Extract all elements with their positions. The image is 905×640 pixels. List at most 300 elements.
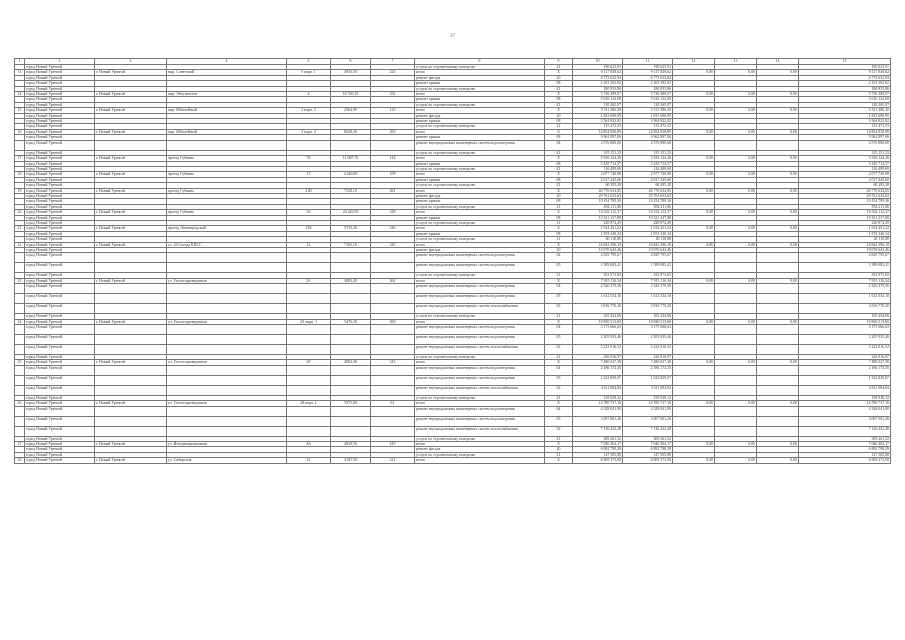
- table-cell: 6 909 373,90: [623, 458, 673, 463]
- table-cell: 0,00: [757, 360, 799, 365]
- table-cell: 352 873,65: [573, 273, 623, 278]
- table-cell: 5 556 124,26: [623, 156, 673, 161]
- table-cell: ремонт фасада: [415, 113, 545, 118]
- table-cell: 08: [545, 119, 573, 124]
- table-cell: ремонт внутридомовых инженерных систем водоотведения: [415, 416, 545, 426]
- table-cell: [371, 140, 415, 150]
- table-cell: 6 773 632,94: [799, 75, 891, 80]
- table-cell: 14 780 737,16: [623, 401, 673, 406]
- table-cell: [673, 335, 715, 345]
- table-cell: [331, 263, 371, 273]
- table-cell: город Новый Уренгой: [25, 284, 95, 294]
- table-cell: город Новый Уренгой: [25, 385, 95, 395]
- table-cell: 147 505,88: [799, 452, 891, 457]
- table-cell: услуги по строительному контролю: [415, 237, 545, 242]
- table-cell: проезд Губкина: [167, 172, 287, 177]
- table-cell: 14: [15, 92, 25, 97]
- table-body: [15, 59, 891, 464]
- table-cell: 3 611 084,84: [799, 385, 891, 395]
- table-cell: Х: [545, 129, 573, 134]
- table-cell: услуги по строительному контролю: [415, 124, 545, 129]
- table-cell: [331, 426, 371, 436]
- table-cell: 9 117 849,62: [623, 70, 673, 75]
- table-cell: услуги по строительному контролю: [415, 183, 545, 188]
- table-cell: 158 928,12: [573, 395, 623, 400]
- table-cell: 1 831 690,95: [573, 113, 623, 118]
- table-cell: [371, 263, 415, 273]
- table-cell: 28: [15, 458, 25, 463]
- column-number-cell: 1: [15, 59, 25, 65]
- table-cell: 5 корп. 1: [287, 70, 331, 75]
- column-number-cell: 5: [287, 59, 331, 65]
- table-cell: 116 409,69: [573, 166, 623, 171]
- table-cell: 0,00: [673, 401, 715, 406]
- table-cell: 21: [545, 86, 573, 91]
- table-cell: 05: [545, 294, 573, 304]
- table-cell: [167, 426, 287, 436]
- table-cell: мкр. Советский: [167, 70, 287, 75]
- table-cell: [757, 263, 799, 273]
- table-cell: [757, 345, 799, 355]
- table-cell: [715, 284, 757, 294]
- table-cell: ремонт крыши: [415, 177, 545, 182]
- table-cell: итого: [415, 319, 545, 324]
- table-cell: 1 612 534,10: [623, 294, 673, 304]
- table-cell: город Новый Уренгой: [25, 447, 95, 452]
- table-cell: 6 773 632,94: [573, 75, 623, 80]
- table-cell: 3 564 822,82: [623, 119, 673, 124]
- table-cell: 0,00: [673, 319, 715, 324]
- table-cell: [715, 416, 757, 426]
- capital-repair-table: [14, 58, 891, 464]
- table-cell: 60 295,28: [573, 183, 623, 188]
- table-cell: [715, 335, 757, 345]
- table-cell: [757, 385, 799, 395]
- table-cell: 5 222 016,52: [573, 345, 623, 355]
- table-cell: 4829,50: [331, 442, 371, 447]
- table-cell: г. Новый Уренгой: [95, 442, 167, 447]
- table-cell: 7528,10: [331, 188, 371, 193]
- table-cell: 05: [545, 416, 573, 426]
- table-cell: 9 117 849,62: [573, 70, 623, 75]
- table-cell: [371, 426, 415, 436]
- table-cell: [371, 385, 415, 395]
- table-cell: 20: [545, 113, 573, 118]
- table-cell: 2 205 935,46: [623, 335, 673, 345]
- table-cell: 5 556 124,26: [573, 156, 623, 161]
- table-cell: город Новый Уренгой: [25, 183, 95, 188]
- table-cell: 0,00: [757, 210, 799, 215]
- table-cell: [331, 375, 371, 385]
- table-cell: 115 472,53: [799, 124, 891, 129]
- table-cell: 20: [545, 193, 573, 198]
- table-cell: 0,00: [673, 92, 715, 97]
- table-cell: 0,00: [673, 242, 715, 247]
- table-cell: 08: [545, 231, 573, 236]
- table-cell: [715, 140, 757, 150]
- table-cell: ремонт внутридомовых инженерных систем водоотведения: [415, 406, 545, 416]
- table-cell: 0,00: [673, 458, 715, 463]
- table-cell: 10 321 237,88: [623, 215, 673, 220]
- column-number-cell: 12: [673, 59, 715, 65]
- table-cell: [287, 325, 331, 335]
- table-cell: [757, 426, 799, 436]
- table-cell: 5 439 714,57: [799, 161, 891, 166]
- table-cell: ремонт фасада: [415, 193, 545, 198]
- table-cell: 190 623,91: [623, 65, 673, 70]
- table-cell: г. Новый Уренгой: [95, 278, 167, 283]
- table-cell: 1 831 690,95: [623, 113, 673, 118]
- table-cell: 1 523 839,07: [573, 375, 623, 385]
- table-cell: услуги по строительному контролю: [415, 395, 545, 400]
- table-cell: 0,00: [673, 188, 715, 193]
- table-cell: [715, 426, 757, 436]
- table-cell: 120 265,07: [799, 102, 891, 107]
- table-cell: 2 205 935,46: [573, 335, 623, 345]
- table-cell: [95, 253, 167, 263]
- table-cell: [715, 253, 757, 263]
- table-cell: 5 439 714,57: [573, 161, 623, 166]
- table-cell: 0,00: [757, 319, 799, 324]
- table-cell: 7 480 027,38: [799, 360, 891, 365]
- table-cell: 4: [287, 92, 331, 97]
- table-cell: город Новый Уренгой: [25, 188, 95, 193]
- table-cell: 252: [371, 92, 415, 97]
- table-cell: г. Новый Уренгой: [95, 242, 167, 247]
- table-cell: 2 017 445,60: [799, 177, 891, 182]
- table-cell: 115 472,53: [573, 124, 623, 129]
- table-cell: 120 265,07: [623, 102, 673, 107]
- table-cell: 28 корп. 1: [287, 401, 331, 406]
- table-cell: 7Б: [287, 156, 331, 161]
- table-cell: проезд Ленинградский: [167, 226, 287, 231]
- table-cell: услуги по строительному контролю: [415, 436, 545, 441]
- table-cell: [15, 406, 25, 416]
- table-cell: [167, 385, 287, 395]
- table-cell: город Новый Уренгой: [25, 273, 95, 278]
- table-cell: 0,00: [757, 156, 799, 161]
- table-cell: 2 320 379,56: [573, 284, 623, 294]
- table-cell: ремонт крыши: [415, 161, 545, 166]
- column-number-cell: 15: [799, 59, 891, 65]
- table-cell: [331, 385, 371, 395]
- table-cell: 40 770 634,85: [573, 188, 623, 193]
- table-cell: [287, 416, 331, 426]
- table-cell: 309 261,52: [799, 436, 891, 441]
- table-cell: 2 320 379,56: [623, 284, 673, 294]
- table-cell: 08: [545, 161, 573, 166]
- table-cell: [371, 253, 415, 263]
- table-cell: 20: [545, 248, 573, 253]
- table-cell: [331, 406, 371, 416]
- table-cell: 123: [371, 108, 415, 113]
- table-cell: 4 328 041,90: [799, 406, 891, 416]
- table-cell: 05: [545, 263, 573, 273]
- table-cell: 309 261,52: [623, 436, 673, 441]
- table-row: [15, 140, 891, 150]
- table-cell: 3 611 084,84: [623, 385, 673, 395]
- table-cell: город Новый Уренгой: [25, 156, 95, 161]
- column-number-cell: 8: [415, 59, 545, 65]
- table-cell: 3 816 770,20: [573, 304, 623, 314]
- table-cell: 60 295,28: [799, 183, 891, 188]
- table-cell: 26: [15, 401, 25, 406]
- table-cell: 1 612 534,10: [799, 294, 891, 304]
- table-cell: 24 249,50: [331, 210, 371, 215]
- table-cell: город Новый Уренгой: [25, 172, 95, 177]
- table-cell: [757, 253, 799, 263]
- table-cell: 10 154 789,36: [799, 199, 891, 204]
- table-cell: 7165,10: [331, 242, 371, 247]
- table-cell: [167, 263, 287, 273]
- table-cell: итого: [415, 442, 545, 447]
- table-cell: ремонт внутридомовых инженерных систем теплоснабжения: [415, 304, 545, 314]
- table-cell: 315 151,23: [573, 150, 623, 155]
- table-cell: 2 017 445,60: [573, 177, 623, 182]
- table-cell: 04: [545, 140, 573, 150]
- table-cell: г. Новый Уренгой: [95, 129, 167, 134]
- table-cell: [287, 253, 331, 263]
- table-cell: 2 205 935,46: [799, 335, 891, 345]
- table-cell: 0,00: [673, 226, 715, 231]
- table-cell: 2 077 740,88: [573, 172, 623, 177]
- table-cell: 120 265,07: [573, 102, 623, 107]
- table-cell: итого: [415, 226, 545, 231]
- table-cell: 0,00: [715, 156, 757, 161]
- table-cell: 3 175 666,63: [799, 325, 891, 335]
- table-cell: ул. Геологоразведчиков: [167, 360, 287, 365]
- table-cell: 05: [545, 375, 573, 385]
- table-cell: г. Новый Уренгой: [95, 319, 167, 324]
- table-cell: 0,00: [757, 188, 799, 193]
- column-number-cell: 13: [715, 59, 757, 65]
- table-cell: итого: [415, 360, 545, 365]
- table-cell: [757, 416, 799, 426]
- table-cell: 15: [287, 172, 331, 177]
- table-cell: 1 612 534,10: [573, 294, 623, 304]
- table-cell: город Новый Уренгой: [25, 97, 95, 102]
- table-cell: Х: [545, 108, 573, 113]
- table-cell: 115 472,53: [623, 124, 673, 129]
- table-cell: г. Новый Уренгой: [95, 156, 167, 161]
- table-cell: г. Новый Уренгой: [95, 92, 167, 97]
- table-cell: город Новый Уренгой: [25, 135, 95, 140]
- table-cell: 3 564 822,82: [799, 119, 891, 124]
- table-cell: 165 434,66: [623, 314, 673, 319]
- table-cell: 20: [545, 75, 573, 80]
- table-cell: 7 040 304,17: [623, 442, 673, 447]
- table-cell: [673, 325, 715, 335]
- table-cell: город Новый Уренгой: [25, 177, 95, 182]
- table-cell: 10 154 789,36: [573, 199, 623, 204]
- table-cell: 9 962 897,06: [573, 135, 623, 140]
- table-cell: 14 780 737,16: [573, 401, 623, 406]
- table-cell: [331, 365, 371, 375]
- table-cell: [331, 335, 371, 345]
- table-cell: 0,00: [757, 458, 799, 463]
- table-row: [15, 375, 891, 385]
- table-cell: 220 874,49: [623, 220, 673, 225]
- table-cell: [757, 294, 799, 304]
- table-cell: [331, 140, 371, 150]
- table-cell: [331, 253, 371, 263]
- table-cell: город Новый Уренгой: [25, 304, 95, 314]
- table-row: [15, 294, 891, 304]
- table-row: [15, 253, 891, 263]
- table-cell: 08: [545, 215, 573, 220]
- table-cell: итого: [415, 129, 545, 134]
- table-cell: ремонт внутридомовых инженерных систем водоотведения: [415, 375, 545, 385]
- table-cell: [673, 284, 715, 294]
- table-cell: 180 833,86: [623, 86, 673, 91]
- table-cell: город Новый Уренгой: [25, 406, 95, 416]
- table-cell: 4 829 795,67: [623, 253, 673, 263]
- table-cell: 10 830 513,60: [573, 319, 623, 324]
- table-cell: [15, 345, 25, 355]
- table-cell: Х: [545, 242, 573, 247]
- table-cell: 15: [15, 108, 25, 113]
- table-cell: 6 892 798,29: [623, 447, 673, 452]
- table-cell: ремонт внутридомовых инженерных систем водоотведения: [415, 335, 545, 345]
- column-number-cell: 9: [545, 59, 573, 65]
- table-cell: город Новый Уренгой: [25, 237, 95, 242]
- table-cell: [757, 325, 799, 335]
- table-cell: город Новый Уренгой: [25, 314, 95, 319]
- table-cell: город Новый Уренгой: [25, 204, 95, 209]
- table-cell: г. Новый Уренгой: [95, 108, 167, 113]
- table-cell: 147 505,88: [623, 452, 673, 457]
- table-cell: 3 816 770,20: [799, 304, 891, 314]
- table-cell: г. Новый Уренгой: [95, 360, 167, 365]
- table-cell: ремонт крыши: [415, 135, 545, 140]
- table-cell: [167, 345, 287, 355]
- table-cell: 21: [545, 166, 573, 171]
- table-cell: [95, 325, 167, 335]
- table-cell: услуги по строительному контролю: [415, 86, 545, 91]
- table-cell: город Новый Уренгой: [25, 129, 95, 134]
- table-cell: город Новый Уренгой: [25, 65, 95, 70]
- table-cell: город Новый Уренгой: [25, 70, 95, 75]
- table-cell: 1 914 451,22: [799, 226, 891, 231]
- table-cell: 5 736 389,07: [799, 92, 891, 97]
- table-cell: г. Новый Уренгой: [95, 70, 167, 75]
- table-cell: город Новый Уренгой: [25, 140, 95, 150]
- table-cell: 20: [15, 210, 25, 215]
- table-cell: город Новый Уренгой: [25, 199, 95, 204]
- table-cell: 0,00: [757, 401, 799, 406]
- table-cell: мкр. Юбилейный: [167, 108, 287, 113]
- table-cell: 3А: [287, 442, 331, 447]
- table-cell: 0,00: [715, 319, 757, 324]
- table-cell: 28: [287, 360, 331, 365]
- table-cell: [15, 426, 25, 436]
- table-cell: 226 916,97: [799, 355, 891, 360]
- table-cell: 14 780 737,16: [799, 401, 891, 406]
- table-cell: 21: [545, 395, 573, 400]
- table-cell: 3 611 084,84: [573, 385, 623, 395]
- table-cell: [715, 304, 757, 314]
- table-cell: 21: [545, 124, 573, 129]
- table-cell: город Новый Уренгой: [25, 253, 95, 263]
- table-cell: 21В: [287, 188, 331, 193]
- table-cell: 1 874 340,34: [623, 231, 673, 236]
- table-cell: 3 175 666,63: [623, 325, 673, 335]
- table-cell: 26: [287, 210, 331, 215]
- column-number-cell: 10: [573, 59, 623, 65]
- table-cell: 05: [545, 335, 573, 345]
- table-cell: [715, 385, 757, 395]
- table-cell: 21: [545, 65, 573, 70]
- table-cell: мкр. Энтузиастов: [167, 92, 287, 97]
- table-cell: ремонт крыши: [415, 119, 545, 124]
- table-cell: 243: [371, 360, 415, 365]
- table-cell: услуги по строительному контролю: [415, 273, 545, 278]
- table-cell: [95, 284, 167, 294]
- table-cell: город Новый Уренгой: [25, 124, 95, 129]
- table-cell: 0,00: [673, 108, 715, 113]
- table-cell: 40 110,88: [623, 237, 673, 242]
- table-cell: 10 321 237,88: [799, 215, 891, 220]
- table-row: [15, 335, 891, 345]
- table-cell: 116 409,69: [799, 166, 891, 171]
- table-cell: 1 914 451,22: [573, 226, 623, 231]
- column-number-cell: 7: [371, 59, 415, 65]
- table-cell: [287, 345, 331, 355]
- table-cell: [331, 325, 371, 335]
- table-cell: город Новый Уренгой: [25, 294, 95, 304]
- table-cell: [15, 416, 25, 426]
- table-cell: ул. Интернациональная: [167, 442, 287, 447]
- table-cell: 7 480 027,38: [573, 360, 623, 365]
- table-cell: услуги по строительному контролю: [415, 65, 545, 70]
- table-cell: 262: [371, 278, 415, 283]
- table-cell: 0,00: [715, 108, 757, 113]
- table-cell: 226 916,97: [623, 355, 673, 360]
- table-cell: 309 261,52: [573, 436, 623, 441]
- table-cell: 7 915 116,34: [623, 278, 673, 283]
- table-cell: итого: [415, 278, 545, 283]
- table-cell: 261: [371, 188, 415, 193]
- table-cell: 21: [545, 273, 573, 278]
- table-cell: 528: [371, 210, 415, 215]
- table-cell: 6 773 632,94: [623, 75, 673, 80]
- table-cell: 16 842 396,19: [623, 242, 673, 247]
- table-cell: 180 833,86: [799, 86, 891, 91]
- table-cell: город Новый Уренгой: [25, 231, 95, 236]
- table-cell: [95, 335, 167, 345]
- table-cell: [287, 426, 331, 436]
- table-cell: итого: [415, 242, 545, 247]
- table-cell: 854 211,86: [799, 204, 891, 209]
- table-cell: [757, 140, 799, 150]
- table-cell: Х: [545, 401, 573, 406]
- table-cell: ремонт крыши: [415, 231, 545, 236]
- table-cell: [757, 406, 799, 416]
- table-cell: 5 511 386,30: [573, 108, 623, 113]
- table-cell: 21: [545, 355, 573, 360]
- table-cell: 2 017 445,60: [623, 177, 673, 182]
- table-cell: 165 434,66: [799, 314, 891, 319]
- table-cell: 04: [545, 325, 573, 335]
- table-cell: город Новый Уренгой: [25, 161, 95, 166]
- table-cell: [95, 294, 167, 304]
- table-cell: [95, 426, 167, 436]
- table-cell: 10 070 643,46: [799, 248, 891, 253]
- table-cell: [15, 263, 25, 273]
- table-cell: 4 328 041,90: [573, 406, 623, 416]
- table-cell: [371, 325, 415, 335]
- table-cell: [287, 263, 331, 273]
